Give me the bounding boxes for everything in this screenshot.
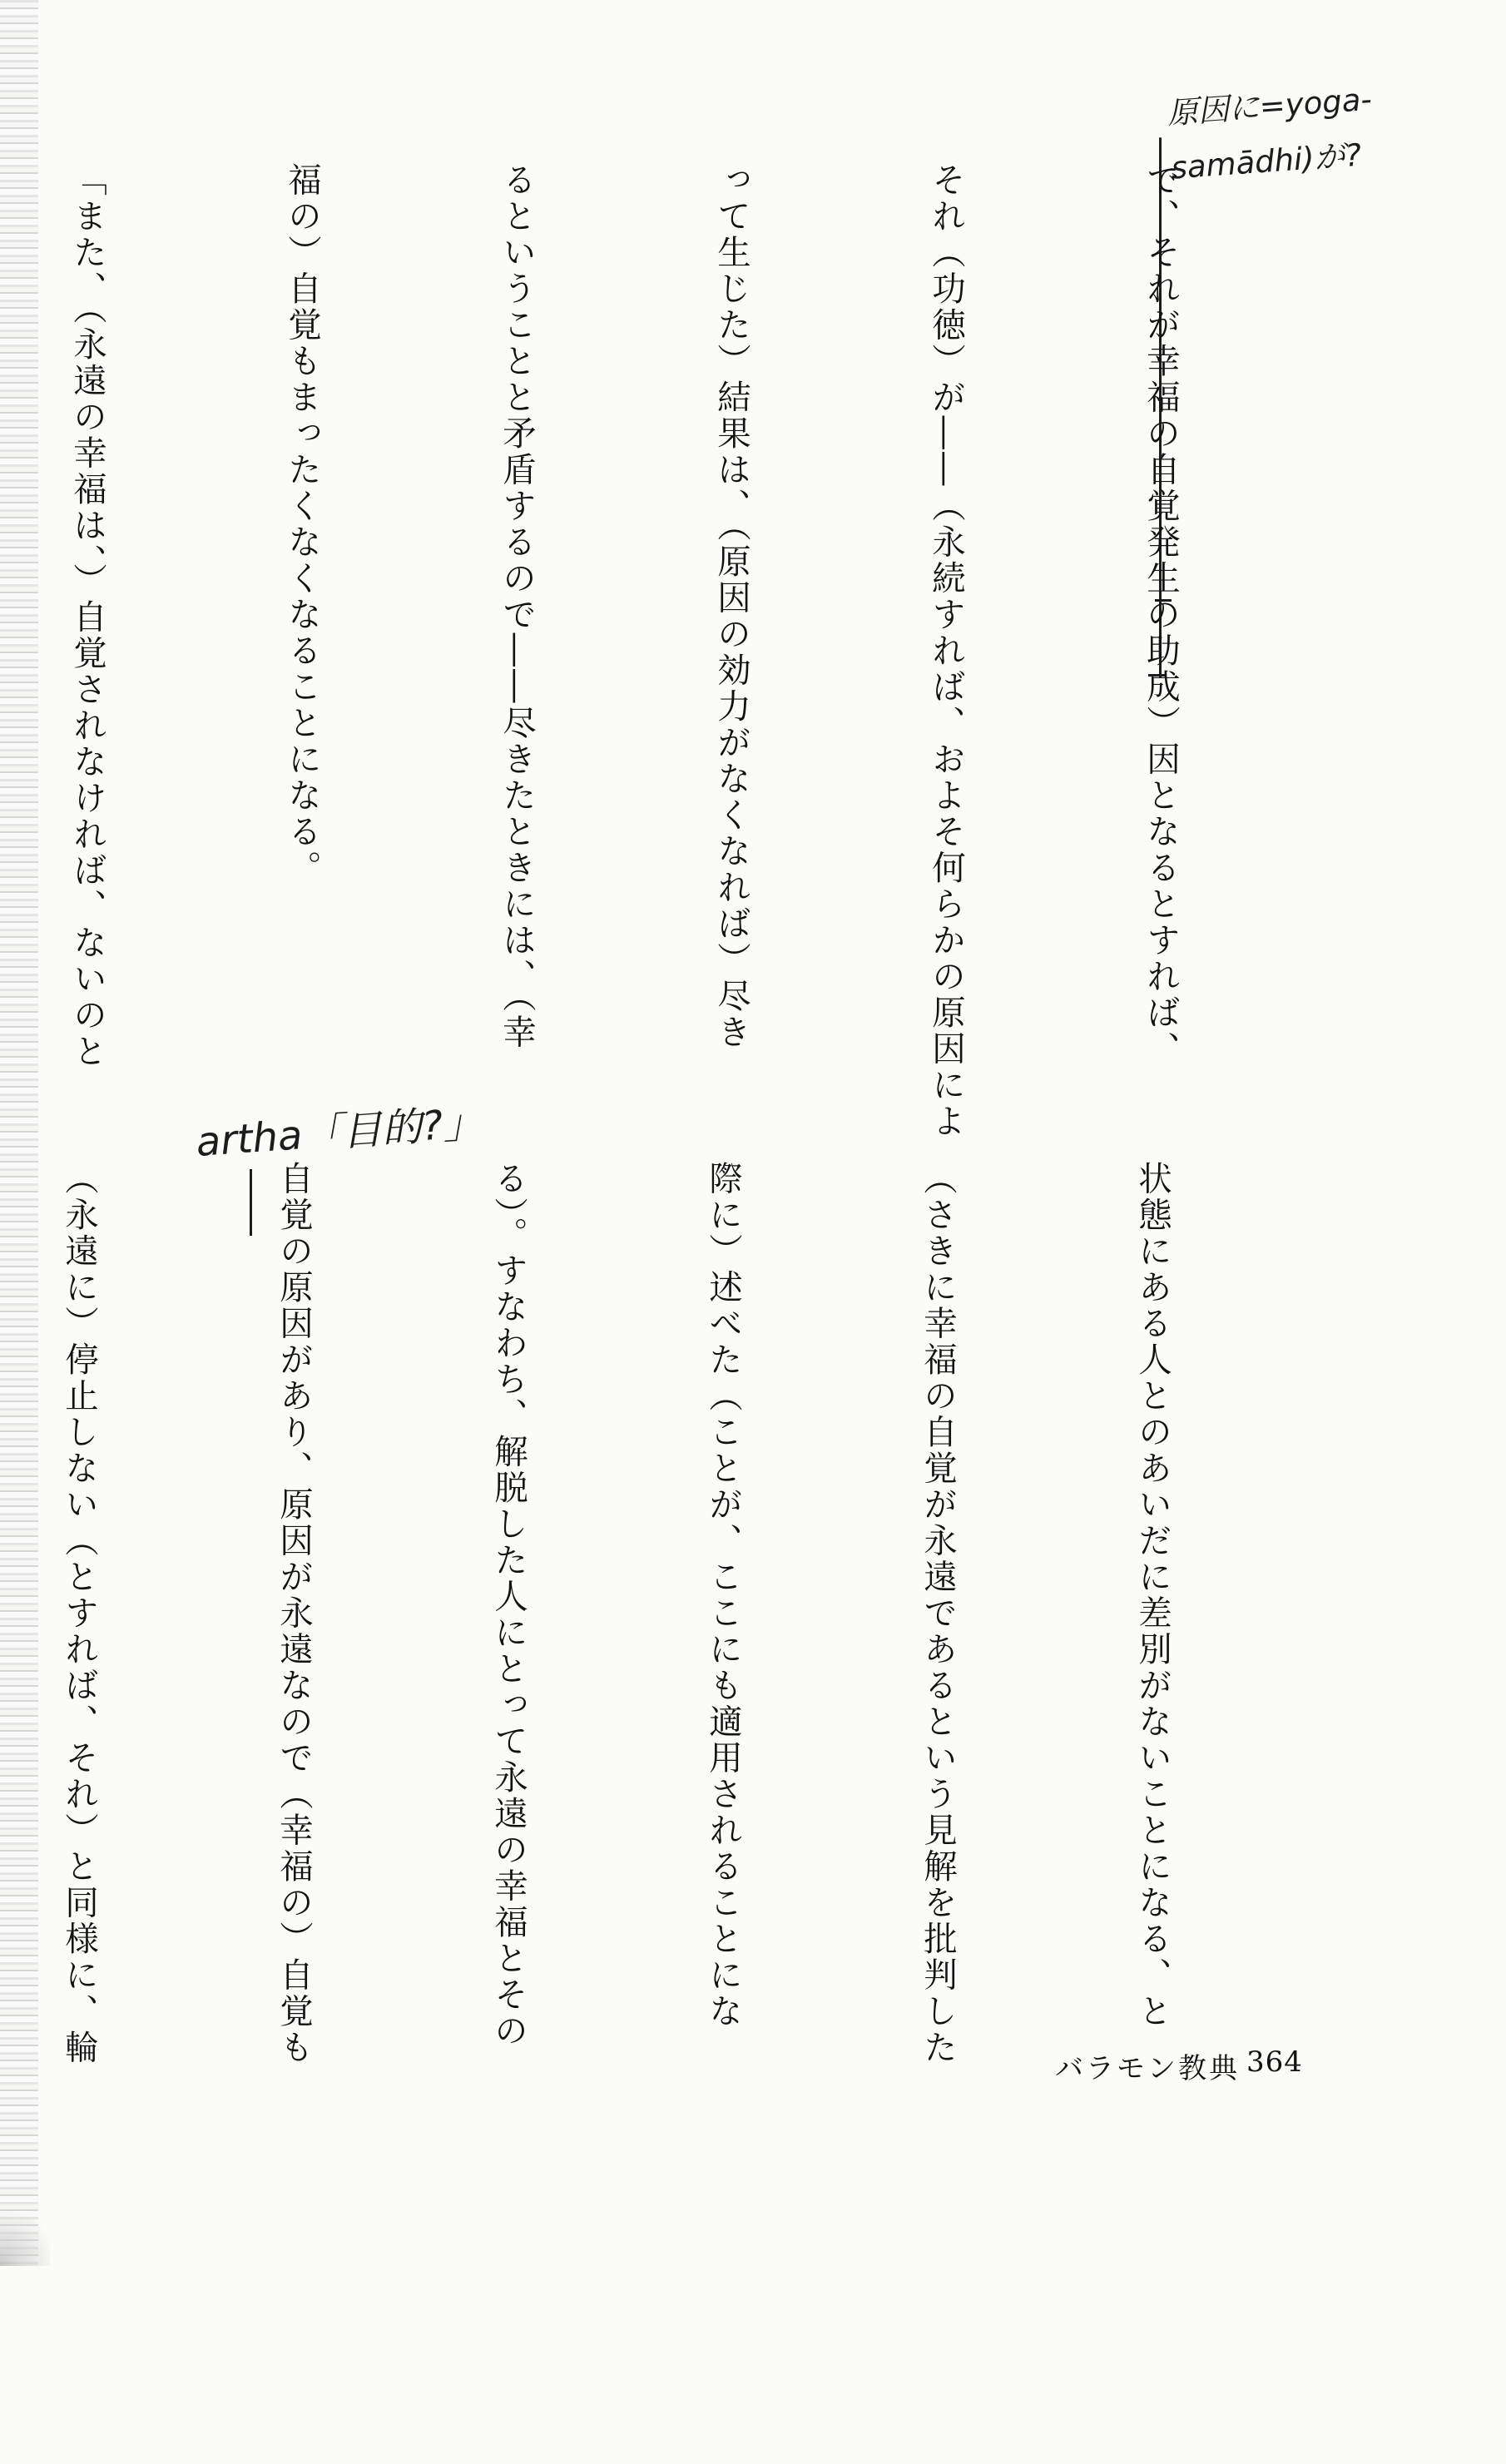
text-line: るということと矛盾するので――尽きたときには、（幸 bbox=[497, 162, 537, 1051]
handwritten-note-middle: artha「目的?」 bbox=[194, 1099, 485, 1166]
text-line: （永遠に）停止しない（とすれば、それ）と同様に、輪 bbox=[59, 1161, 99, 2066]
text-line: 状態にある人とのあいだに差別がないことになる、と bbox=[1132, 1161, 1172, 2030]
text-line: 「また、（永遠の幸福は、）自覚されなければ、ないのと bbox=[67, 162, 107, 1070]
text-line: る）。すなわち、解脱した人にとって永遠の幸福とその bbox=[488, 1161, 528, 2050]
running-footer-title: バラモン教典 bbox=[1055, 2052, 1240, 2085]
lower-text-block bbox=[0, 1161, 1331, 2118]
text-line: って生じた）結果は、（原因の効力がなくなれば）尽き bbox=[711, 162, 751, 1051]
page-number: 364 bbox=[1246, 2045, 1303, 2079]
text-line: それ（功徳）が――（永続すれば、およそ何らかの原因によ bbox=[926, 162, 966, 1140]
text-line: 福の）自覚もまったくなくなることになる。 bbox=[282, 162, 322, 886]
text-line: で、それが幸福の自覚発生の助成）因となるとすれば、 bbox=[1141, 162, 1181, 1068]
text-line: 自覚の原因があり、原因が永遠なので（幸福の）自覚も bbox=[274, 1161, 314, 2066]
text-line: （さきに幸福の自覚が永遠であるという見解を批判した bbox=[918, 1161, 958, 2066]
handwritten-note-top: 原因に=yoga-samādhi)が? bbox=[1166, 81, 1374, 186]
text-line: 際に）述べた（ことが、ここにも適用されることにな bbox=[703, 1161, 743, 2030]
scan-corner-shadow bbox=[0, 2174, 50, 2266]
